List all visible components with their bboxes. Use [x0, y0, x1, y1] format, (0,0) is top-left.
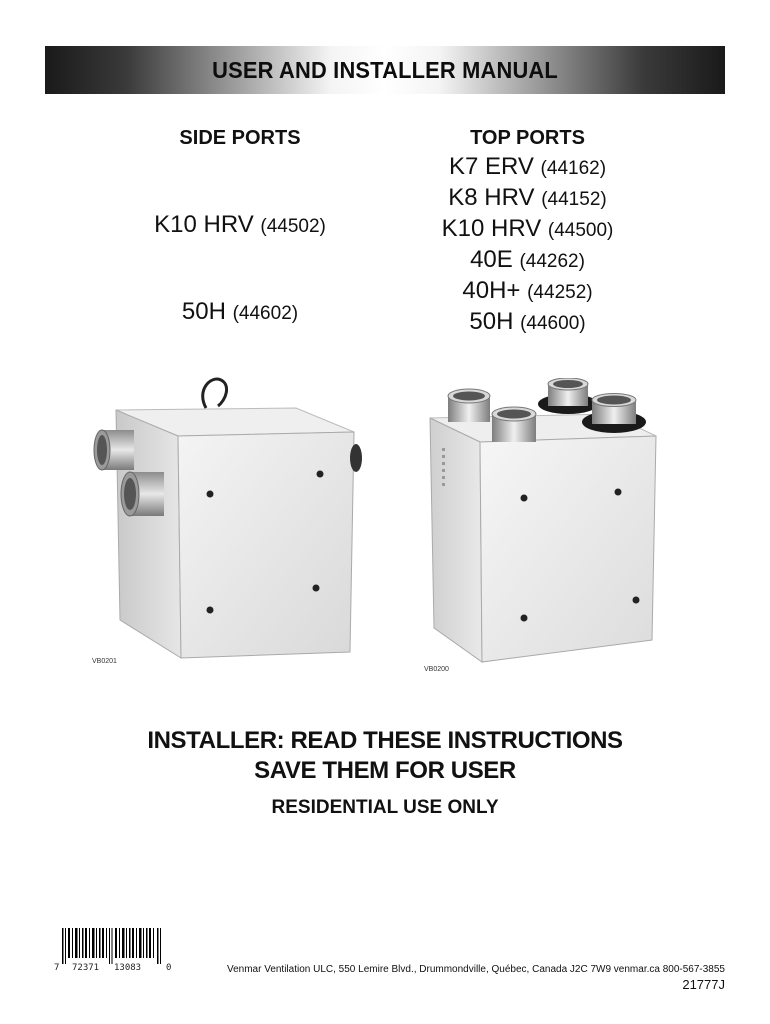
top-model-k10-hrv [400, 214, 655, 245]
model-name: 40H+ [462, 277, 521, 304]
top-ports-heading: TOP PORTS [470, 127, 585, 149]
top-model-50h [400, 307, 655, 338]
model-code: (44162) [540, 158, 607, 179]
model-code: (44500) [547, 220, 614, 241]
barcode-group1: 72371 [72, 963, 100, 973]
model-name: K10 HRV [441, 215, 542, 242]
barcode-image [62, 928, 162, 964]
top-model-40e [400, 245, 655, 276]
model-name: K8 HRV [448, 184, 535, 211]
model-code: (44252) [527, 282, 593, 303]
document-number: 21777J [682, 977, 725, 992]
model-name: 50H [181, 298, 226, 325]
installer-instructions-line1: INSTALLER: READ THESE INSTRUCTIONS [147, 727, 623, 754]
side-ports-column [120, 125, 360, 325]
model-name: 40E [470, 246, 513, 273]
model-name: K7 ERV [448, 153, 534, 180]
side-ports-heading: SIDE PORTS [179, 127, 301, 149]
residential-use-notice: RESIDENTIAL USE ONLY [271, 797, 499, 818]
model-code: (44602) [232, 303, 299, 324]
top-ports-unit-image [420, 378, 680, 670]
barcode-trail-digit: 0 [166, 963, 172, 973]
right-figure-label: VB0200 [424, 666, 449, 673]
installer-instructions-line2: SAVE THEM FOR USER [254, 757, 516, 784]
barcode-group2: 13083 [114, 963, 142, 973]
top-model-k8-hrv [400, 183, 655, 214]
barcode-lead-digit: 7 [54, 963, 60, 973]
model-name: K10 HRV [154, 211, 254, 238]
model-code: (44600) [520, 313, 586, 334]
top-model-k7-erv [400, 152, 655, 183]
side-ports-unit-image [86, 370, 386, 670]
company-address: Venmar Ventilation ULC, 550 Lemire Blvd., Drummondville, Québec, Canada J2C 7W9 venmar.ca 800-567-3855 [226, 964, 725, 975]
model-code: (44502) [260, 216, 326, 237]
model-code: (44262) [519, 251, 585, 272]
side-model-50h [120, 297, 360, 328]
left-figure-label: VB0201 [92, 658, 117, 665]
title-banner [45, 46, 725, 94]
top-ports-column [400, 125, 655, 338]
manual-title: USER AND INSTALLER MANUAL [212, 56, 558, 83]
model-code: (44152) [541, 189, 607, 210]
model-name: 50H [469, 308, 514, 335]
side-model-k10-hrv [120, 210, 360, 241]
top-model-40h-plus [400, 276, 655, 307]
